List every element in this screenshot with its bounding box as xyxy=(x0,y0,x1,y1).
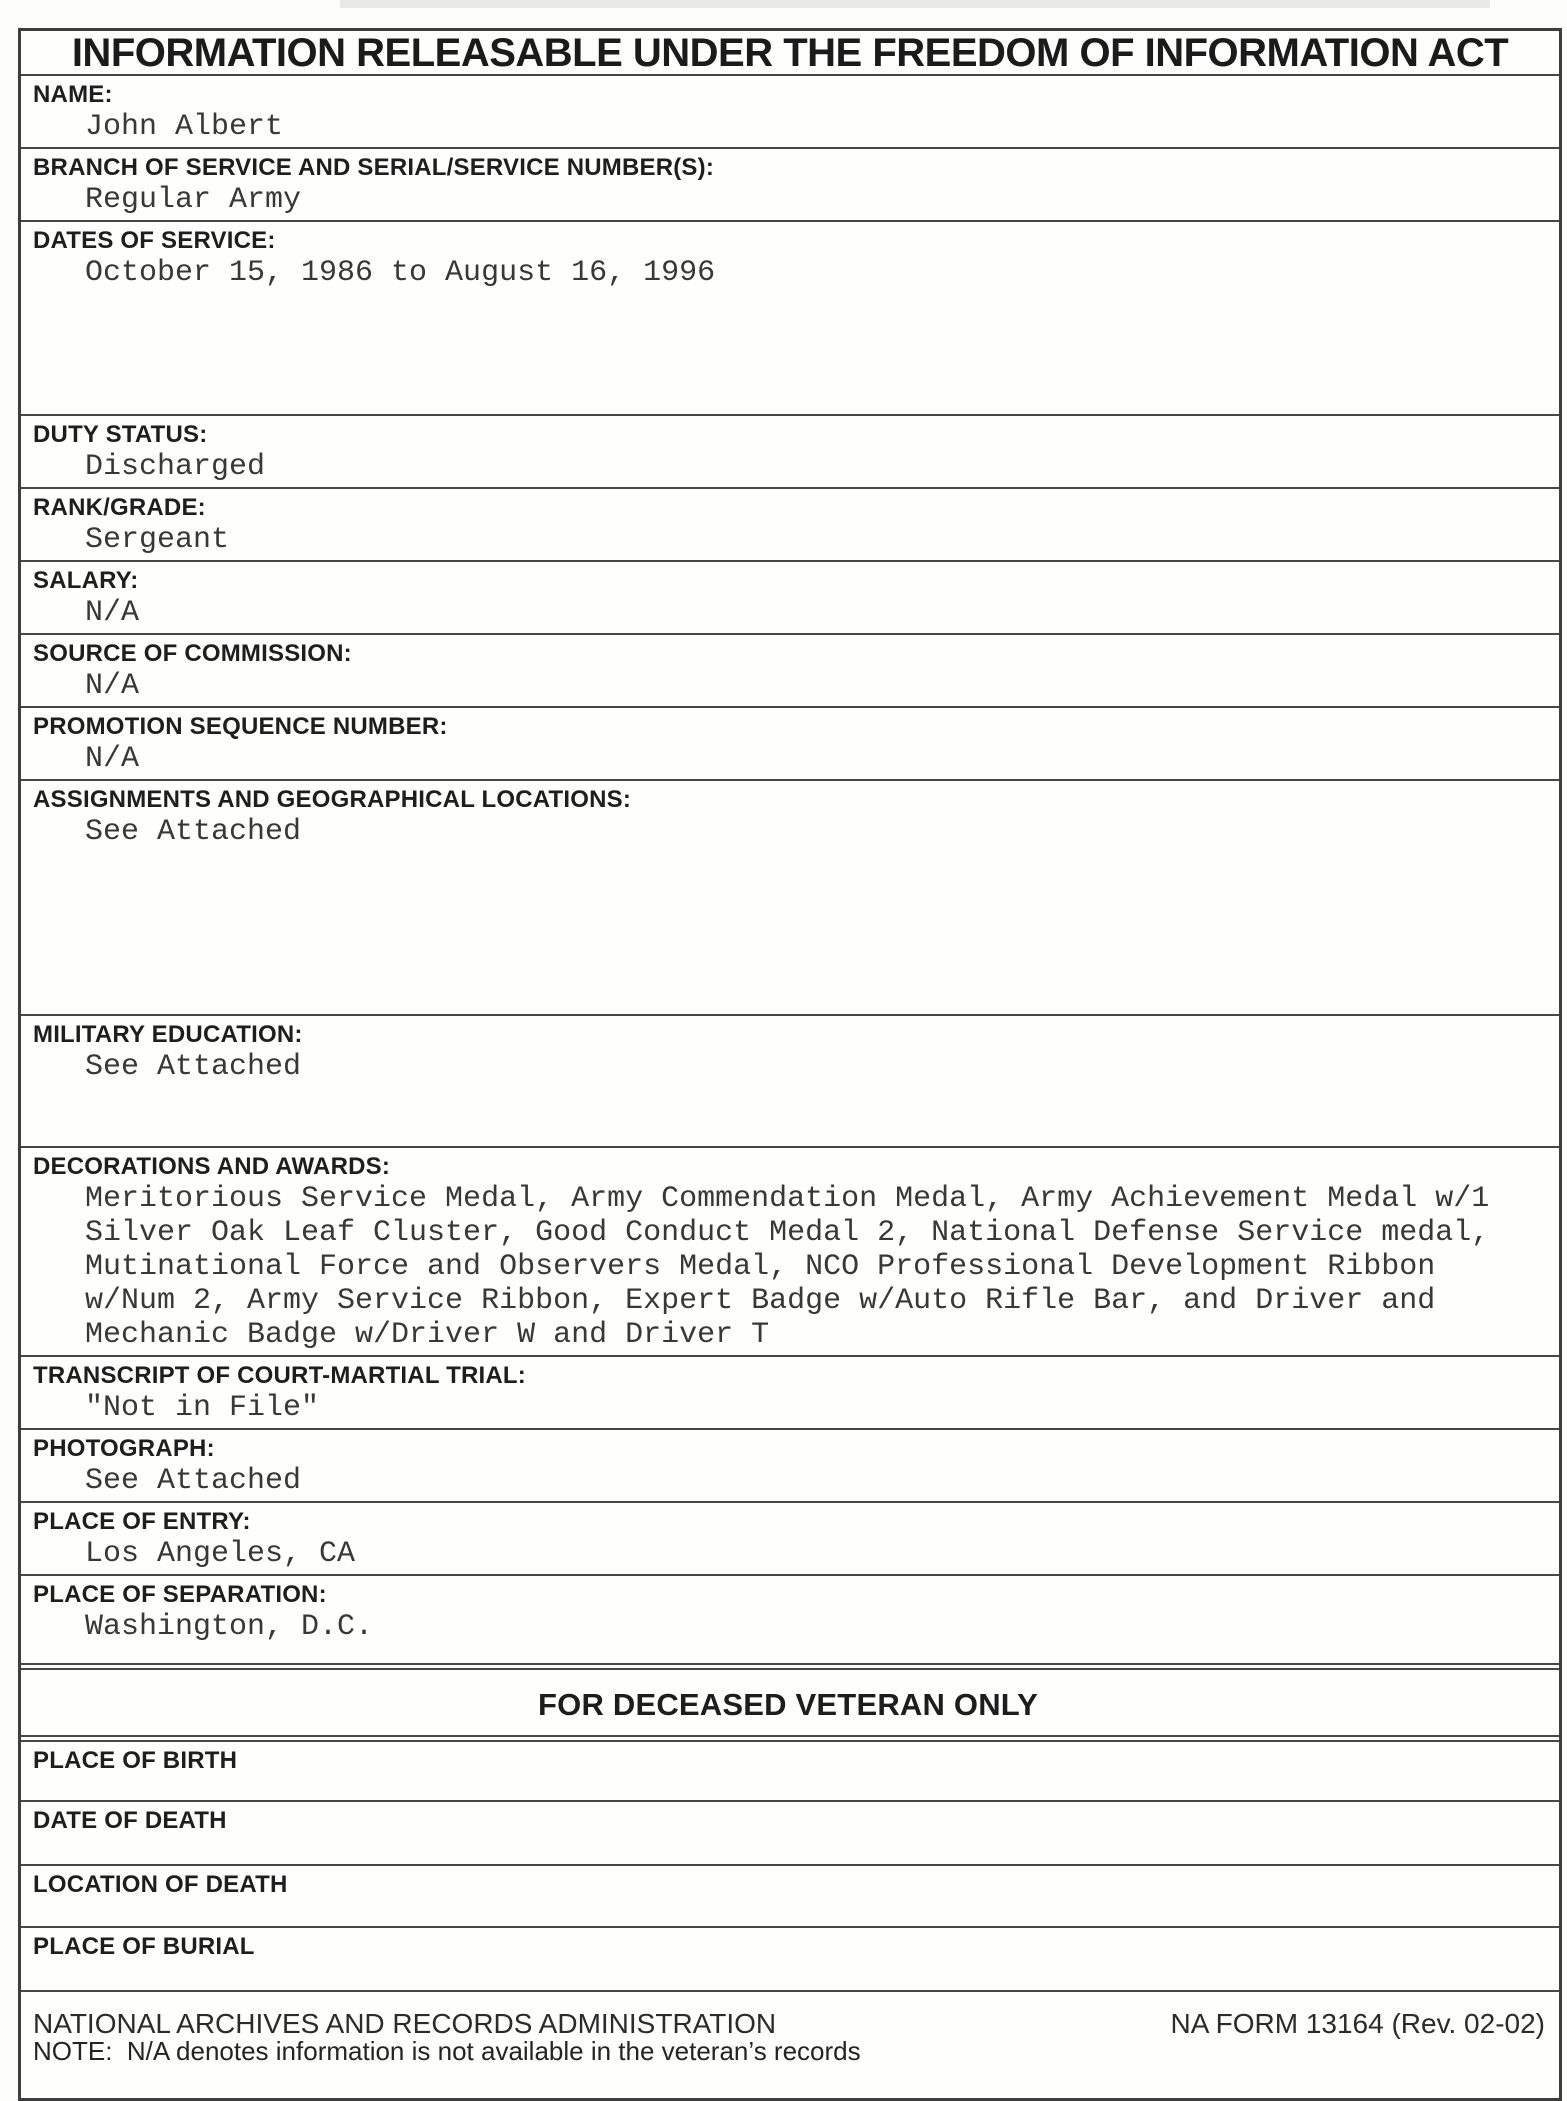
field-value-rank-grade: Sergeant xyxy=(85,523,230,557)
field-value-name: John Albert xyxy=(85,110,284,144)
field-row-place-of-birth xyxy=(21,1742,1559,1802)
field-label-place-of-burial: PLACE OF BURIAL xyxy=(33,1933,255,1960)
field-label-place-of-birth: PLACE OF BIRTH xyxy=(33,1747,238,1774)
field-row-source-of-commission xyxy=(21,635,1559,708)
footer-agency-name: NATIONAL ARCHIVES AND RECORDS ADMINISTRATION xyxy=(33,2008,777,2039)
field-row-place-of-burial xyxy=(21,1928,1559,1992)
foia-form xyxy=(18,28,1562,2101)
field-value-military-education: See Attached xyxy=(85,1050,302,1084)
footer-form-number: NA FORM 13164 (Rev. 02-02) xyxy=(1170,2008,1545,2039)
field-row-date-of-death xyxy=(21,1802,1559,1866)
field-label-dates-of-service: DATES OF SERVICE: xyxy=(33,227,276,254)
field-value-salary: N/A xyxy=(85,596,140,630)
field-label-location-of-death: LOCATION OF DEATH xyxy=(33,1871,288,1898)
form-footer xyxy=(33,2008,1545,2040)
field-row-duty-status xyxy=(21,416,1559,489)
field-label-court-martial-transcript: TRANSCRIPT OF COURT-MARTIAL TRIAL: xyxy=(33,1362,526,1389)
field-label-place-of-separation: PLACE OF SEPARATION: xyxy=(33,1581,327,1608)
field-label-military-education: MILITARY EDUCATION: xyxy=(33,1021,303,1048)
field-label-assignments-locations: ASSIGNMENTS AND GEOGRAPHICAL LOCATIONS: xyxy=(33,786,632,813)
field-value-dates-of-service: October 15, 1986 to August 16, 1996 xyxy=(85,256,716,290)
field-label-branch-of-service: BRANCH OF SERVICE AND SERIAL/SERVICE NUMBER(S): xyxy=(33,154,715,181)
field-label-photograph: PHOTOGRAPH: xyxy=(33,1435,215,1462)
field-label-date-of-death: DATE OF DEATH xyxy=(33,1807,227,1834)
field-value-photograph: See Attached xyxy=(85,1464,302,1498)
field-label-promotion-sequence-number: PROMOTION SEQUENCE NUMBER: xyxy=(33,713,448,740)
form-title: INFORMATION RELEASABLE UNDER THE FREEDOM OF INFORMATION ACT xyxy=(21,31,1559,76)
field-label-decorations-awards: DECORATIONS AND AWARDS: xyxy=(33,1153,391,1180)
field-value-place-of-separation: Washington, D.C. xyxy=(85,1610,374,1644)
field-row-branch-of-service xyxy=(21,149,1559,222)
field-value-promotion-sequence-number: N/A xyxy=(85,742,140,776)
scan-edge-artifact xyxy=(340,0,1490,8)
field-row-assignments-locations xyxy=(21,781,1559,1016)
deceased-section-header: FOR DECEASED VETERAN ONLY xyxy=(21,1670,1559,1742)
field-row-dates-of-service xyxy=(21,222,1559,416)
field-row-salary xyxy=(21,562,1559,635)
field-value-duty-status: Discharged xyxy=(85,450,266,484)
field-value-court-martial-transcript: "Not in File" xyxy=(85,1391,320,1425)
field-value-source-of-commission: N/A xyxy=(85,669,140,703)
field-label-rank-grade: RANK/GRADE: xyxy=(33,494,206,521)
field-label-duty-status: DUTY STATUS: xyxy=(33,421,208,448)
note-text: NOTE: N/A denotes information is not available in the veteran’s records xyxy=(33,2036,861,2066)
field-row-photograph xyxy=(21,1430,1559,1503)
field-label-salary: SALARY: xyxy=(33,567,139,594)
field-value-decorations-awards: Meritorious Service Medal, Army Commendation Medal, Army Achievement Medal w/1 Silver Oak Leaf Cluster, Good Conduct Medal 2, National Defense Service medal, Mutinational Force and Observers Medal, NCO Professional Development Ribbon w/Num 2, Army Service Ribbon, Expert Badge w/Auto Rifle Bar, and Driver and Mechanic Badge w/Driver W and Driver T xyxy=(85,1182,1490,1352)
field-label-place-of-entry: PLACE OF ENTRY: xyxy=(33,1508,251,1535)
field-row-promotion-sequence-number xyxy=(21,708,1559,781)
field-row-location-of-death xyxy=(21,1866,1559,1928)
field-label-name: NAME: xyxy=(33,81,113,108)
field-value-branch-of-service: Regular Army xyxy=(85,183,302,217)
field-row-place-of-separation xyxy=(21,1576,1559,1670)
field-row-court-martial-transcript xyxy=(21,1357,1559,1430)
field-label-source-of-commission: SOURCE OF COMMISSION: xyxy=(33,640,352,667)
field-value-assignments-locations: See Attached xyxy=(85,815,302,849)
field-row-decorations-awards xyxy=(21,1148,1559,1357)
field-row-name xyxy=(21,76,1559,149)
field-row-rank-grade xyxy=(21,489,1559,562)
field-row-military-education xyxy=(21,1016,1559,1148)
field-value-place-of-entry: Los Angeles, CA xyxy=(85,1537,356,1571)
field-row-place-of-entry xyxy=(21,1503,1559,1576)
